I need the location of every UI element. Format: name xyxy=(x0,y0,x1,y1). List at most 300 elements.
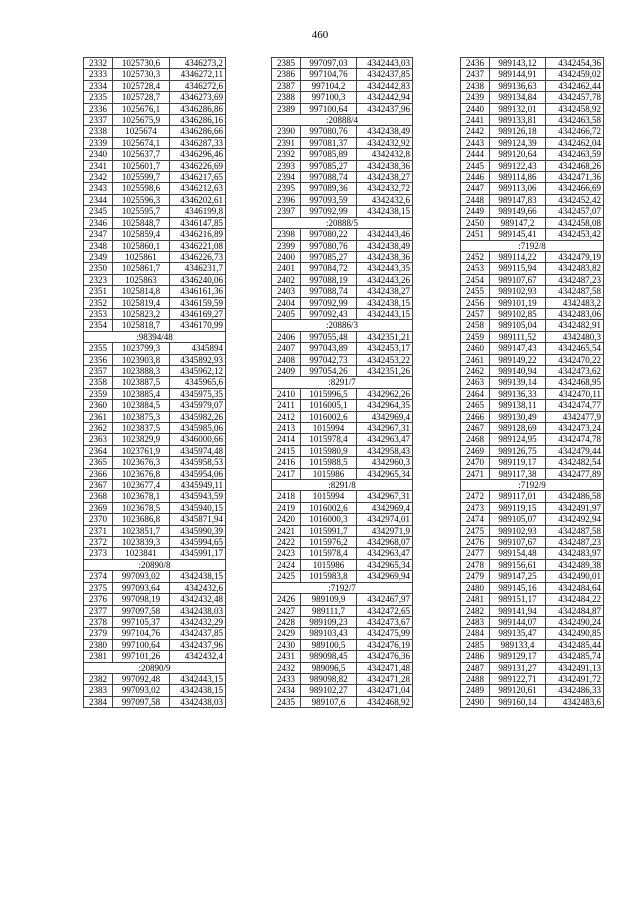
point-number: 2385 xyxy=(272,58,301,69)
coordinate-x: 997097,58 xyxy=(113,696,170,707)
table-row xyxy=(461,274,604,285)
coordinate-y: 4345965,6 xyxy=(170,377,226,388)
table-row xyxy=(461,354,604,365)
table-row xyxy=(84,400,226,411)
point-number: 2444 xyxy=(461,149,490,160)
coordinate-x: 989124,39 xyxy=(490,137,546,148)
coordinate-x: 997088,74 xyxy=(301,172,357,183)
coordinate-y: 4342432,8 xyxy=(357,149,413,160)
point-number: 2438 xyxy=(461,80,490,91)
coordinate-x: 989111,7 xyxy=(301,605,357,616)
point-number: 2445 xyxy=(461,160,490,171)
table-row xyxy=(272,616,413,627)
coordinates-table-middle xyxy=(271,57,413,708)
table-row xyxy=(84,673,226,684)
point-number: 2398 xyxy=(272,229,301,240)
table-row xyxy=(272,137,413,148)
coordinate-y: 4346240,06 xyxy=(170,274,226,285)
point-number: 2323 xyxy=(84,274,113,285)
table-row xyxy=(272,594,413,605)
coordinate-x: 989136,33 xyxy=(490,388,546,399)
coordinate-x: 1025601,7 xyxy=(113,160,170,171)
coordinate-x: 989145,16 xyxy=(490,582,546,593)
coordinate-y: 4342491,72 xyxy=(546,673,604,684)
point-number: 2408 xyxy=(272,354,301,365)
coordinate-y: 4346169,27 xyxy=(170,308,226,319)
coordinate-x: 1023677,4 xyxy=(113,480,170,491)
coordinate-y: 4342974,01 xyxy=(357,514,413,525)
table-row xyxy=(461,69,604,80)
table-row xyxy=(272,160,413,171)
table-row xyxy=(84,388,226,399)
table-row xyxy=(84,548,226,559)
coordinate-y: 4342437,96 xyxy=(357,103,413,114)
point-number: 2356 xyxy=(84,354,113,365)
table-row xyxy=(272,548,413,559)
point-number: 2489 xyxy=(461,685,490,696)
table-row xyxy=(84,445,226,456)
table-row xyxy=(272,92,413,103)
coordinate-y: 4342432,29 xyxy=(170,616,226,627)
table-row xyxy=(461,58,604,69)
point-number: 2472 xyxy=(461,491,490,502)
point-number: 2403 xyxy=(272,286,301,297)
coordinate-y: 4342462,44 xyxy=(546,80,604,91)
coordinate-x: 997080,76 xyxy=(301,240,357,251)
coordinate-y: 4342960,3 xyxy=(357,457,413,468)
coordinate-x: 1023887,5 xyxy=(113,377,170,388)
table-row xyxy=(461,651,604,662)
table-row xyxy=(84,685,226,696)
table-row xyxy=(272,696,413,707)
point-number: 2359 xyxy=(84,388,113,399)
table-row xyxy=(84,149,226,160)
table-row xyxy=(461,696,604,707)
point-number: 2473 xyxy=(461,502,490,513)
coordinate-y: 4342466,69 xyxy=(546,183,604,194)
coordinate-x: 989105,07 xyxy=(490,514,546,525)
point-number: 2397 xyxy=(272,206,301,217)
coordinate-y: 4346212,63 xyxy=(170,183,226,194)
point-number: 2456 xyxy=(461,297,490,308)
coordinate-x: 989117,01 xyxy=(490,491,546,502)
coordinate-y: 4346199,8 xyxy=(170,206,226,217)
coordinate-x: 1025728,7 xyxy=(113,92,170,103)
section-header-row xyxy=(84,662,226,673)
coordinate-y: 4342491,97 xyxy=(546,502,604,513)
coordinate-x: 1023799,3 xyxy=(113,343,170,354)
coordinate-x: 1025861 xyxy=(113,251,170,262)
coordinate-x: 997085,89 xyxy=(301,149,357,160)
coordinate-y: 4342483,2 xyxy=(546,297,604,308)
parcel-id: :98394/48 xyxy=(84,331,226,342)
point-number: 2477 xyxy=(461,548,490,559)
point-number: 2468 xyxy=(461,434,490,445)
coordinate-x: 1015978,4 xyxy=(301,548,357,559)
coordinate-x: 997093,59 xyxy=(301,194,357,205)
point-number: 2430 xyxy=(272,639,301,650)
coordinate-x: 989107,67 xyxy=(490,537,546,548)
table-row xyxy=(84,194,226,205)
coordinate-y: 4342470,22 xyxy=(546,354,604,365)
point-number: 2396 xyxy=(272,194,301,205)
table-row xyxy=(272,194,413,205)
point-number: 2480 xyxy=(461,582,490,593)
coordinate-y: 4342443,15 xyxy=(357,308,413,319)
table-row xyxy=(84,206,226,217)
point-number: 2377 xyxy=(84,605,113,616)
parcel-id: :20886/3 xyxy=(272,320,413,331)
page-number: 460 xyxy=(311,29,329,41)
point-number: 2479 xyxy=(461,571,490,582)
point-number: 2368 xyxy=(84,491,113,502)
point-number: 2406 xyxy=(272,331,301,342)
coordinate-x: 989101,19 xyxy=(490,297,546,308)
table-row xyxy=(461,80,604,91)
coordinate-x: 1025598,6 xyxy=(113,183,170,194)
coordinate-x: 989145,41 xyxy=(490,229,546,240)
coordinate-y: 4342466,72 xyxy=(546,126,604,137)
table-row xyxy=(84,651,226,662)
coordinate-x: 997092,48 xyxy=(113,673,170,684)
coordinate-y: 4342965,34 xyxy=(357,559,413,570)
table-row xyxy=(272,69,413,80)
point-number: 2339 xyxy=(84,137,113,148)
table-row xyxy=(272,662,413,673)
point-number: 2386 xyxy=(272,69,301,80)
coordinate-y: 4342471,48 xyxy=(357,662,413,673)
coordinate-x: 989129,17 xyxy=(490,651,546,662)
coordinate-x: 1015978,4 xyxy=(301,434,357,445)
coordinate-y: 4342483,82 xyxy=(546,263,604,274)
coordinate-y: 4342490,01 xyxy=(546,571,604,582)
coordinate-x: 1015988,5 xyxy=(301,457,357,468)
table-row xyxy=(84,172,226,183)
coordinate-x: 989117,38 xyxy=(490,468,546,479)
coordinate-x: 997097,58 xyxy=(113,605,170,616)
coordinate-x: 989135,47 xyxy=(490,628,546,639)
coordinate-y: 4345949,11 xyxy=(170,480,226,491)
table-row xyxy=(84,411,226,422)
coordinate-y: 4342484,22 xyxy=(546,594,604,605)
parcel-id: :20888/4 xyxy=(272,115,413,126)
point-number: 2413 xyxy=(272,423,301,434)
coordinate-y: 4342432,4 xyxy=(170,651,226,662)
table-row xyxy=(461,229,604,240)
point-number: 2380 xyxy=(84,639,113,650)
coordinate-x: 989138,11 xyxy=(490,400,546,411)
table-row xyxy=(84,365,226,376)
table-row xyxy=(272,673,413,684)
coordinate-x: 1025674 xyxy=(113,126,170,137)
coordinate-y: 4342457,78 xyxy=(546,92,604,103)
point-number: 2429 xyxy=(272,628,301,639)
point-number: 2394 xyxy=(272,172,301,183)
table-row xyxy=(461,297,604,308)
coordinate-x: 1023839,3 xyxy=(113,537,170,548)
parcel-id: :20890/9 xyxy=(84,662,226,673)
table-row xyxy=(84,502,226,513)
table-row xyxy=(461,628,604,639)
coordinate-y: 4345990,39 xyxy=(170,525,226,536)
point-number: 2481 xyxy=(461,594,490,605)
coordinate-x: 1023903,8 xyxy=(113,354,170,365)
coordinate-y: 4345991,17 xyxy=(170,548,226,559)
table-row xyxy=(461,320,604,331)
table-row xyxy=(461,172,604,183)
coordinate-x: 1015991,7 xyxy=(301,525,357,536)
point-number: 2426 xyxy=(272,594,301,605)
coordinate-x: 997101,26 xyxy=(113,651,170,662)
coordinate-y: 4342482,54 xyxy=(546,457,604,468)
coordinate-x: 989128,69 xyxy=(490,423,546,434)
point-number: 2384 xyxy=(84,696,113,707)
coordinate-x: 1023676,3 xyxy=(113,457,170,468)
table-row xyxy=(272,240,413,251)
coordinate-y: 4345979,07 xyxy=(170,400,226,411)
coordinate-x: 1025848,7 xyxy=(113,217,170,228)
coordinate-x: 989120,64 xyxy=(490,149,546,160)
point-number: 2371 xyxy=(84,525,113,536)
coordinate-y: 4345958,53 xyxy=(170,457,226,468)
point-number: 2431 xyxy=(272,651,301,662)
coordinate-y: 4342482,91 xyxy=(546,320,604,331)
table-row xyxy=(461,206,604,217)
coordinate-y: 4342476,36 xyxy=(357,651,413,662)
parcel-id: :20888/5 xyxy=(272,217,413,228)
point-number: 2447 xyxy=(461,183,490,194)
coordinate-y: 4345985,06 xyxy=(170,423,226,434)
point-number: 2467 xyxy=(461,423,490,434)
table-row xyxy=(272,251,413,262)
point-number: 2490 xyxy=(461,696,490,707)
point-number: 2334 xyxy=(84,80,113,91)
coordinate-x: 989139,14 xyxy=(490,377,546,388)
coordinate-x: 989100,5 xyxy=(301,639,357,650)
point-number: 2355 xyxy=(84,343,113,354)
table-row xyxy=(272,502,413,513)
coordinate-x: 1015986 xyxy=(301,468,357,479)
point-number: 2442 xyxy=(461,126,490,137)
coordinate-x: 989140,94 xyxy=(490,365,546,376)
coordinate-y: 4342453,17 xyxy=(357,343,413,354)
point-number: 2388 xyxy=(272,92,301,103)
point-number: 2362 xyxy=(84,423,113,434)
table-row xyxy=(84,571,226,582)
table-row xyxy=(461,537,604,548)
table-row xyxy=(461,137,604,148)
table-row xyxy=(272,411,413,422)
coordinate-x: 989107,67 xyxy=(490,274,546,285)
coordinate-y: 4342438,27 xyxy=(357,286,413,297)
table-row xyxy=(272,354,413,365)
coordinate-x: 1023888,3 xyxy=(113,365,170,376)
coordinate-y: 4342443,46 xyxy=(357,229,413,240)
coordinate-x: 989102,85 xyxy=(490,308,546,319)
point-number: 2416 xyxy=(272,457,301,468)
coordinate-x: 989126,75 xyxy=(490,445,546,456)
point-number: 2393 xyxy=(272,160,301,171)
coordinate-x: 989115,94 xyxy=(490,263,546,274)
section-header-row xyxy=(461,240,604,251)
point-number: 2410 xyxy=(272,388,301,399)
coordinate-y: 4342492,94 xyxy=(546,514,604,525)
coordinate-x: 989119,17 xyxy=(490,457,546,468)
coordinate-x: 997085,27 xyxy=(301,251,357,262)
coordinate-y: 4346161,36 xyxy=(170,286,226,297)
coordinate-y: 4342467,97 xyxy=(357,594,413,605)
coordinate-y: 4346286,66 xyxy=(170,126,226,137)
coordinate-y: 4342468,92 xyxy=(357,696,413,707)
point-number: 2336 xyxy=(84,103,113,114)
coordinate-x: 1025675,9 xyxy=(113,115,170,126)
coordinate-x: 1025595,7 xyxy=(113,206,170,217)
coordinate-x: 989124,95 xyxy=(490,434,546,445)
coordinate-y: 4342479,44 xyxy=(546,445,604,456)
point-number: 2461 xyxy=(461,354,490,365)
point-number: 2437 xyxy=(461,69,490,80)
coordinate-x: 1015976,2 xyxy=(301,537,357,548)
coordinate-y: 4342443,15 xyxy=(170,673,226,684)
point-number: 2427 xyxy=(272,605,301,616)
coordinate-x: 989151,17 xyxy=(490,594,546,605)
coordinate-y: 4342438,49 xyxy=(357,240,413,251)
coordinate-x: 997092,43 xyxy=(301,308,357,319)
coordinate-x: 989136,63 xyxy=(490,80,546,91)
coordinate-x: 997093,64 xyxy=(113,582,170,593)
point-number: 2343 xyxy=(84,183,113,194)
coordinate-x: 989132,01 xyxy=(490,103,546,114)
coordinate-x: 1025730,6 xyxy=(113,58,170,69)
coordinate-y: 4345974,48 xyxy=(170,445,226,456)
point-number: 2476 xyxy=(461,537,490,548)
table-row xyxy=(84,468,226,479)
point-number: 2411 xyxy=(272,400,301,411)
coordinate-y: 4342468,95 xyxy=(546,377,604,388)
table-row xyxy=(461,423,604,434)
point-number: 2434 xyxy=(272,685,301,696)
table-row xyxy=(272,365,413,376)
coordinate-y: 4346296,46 xyxy=(170,149,226,160)
coordinate-y: 4345940,15 xyxy=(170,502,226,513)
coordinate-x: 997100,64 xyxy=(301,103,357,114)
point-number: 2353 xyxy=(84,308,113,319)
point-number: 2433 xyxy=(272,673,301,684)
table-row xyxy=(461,183,604,194)
table-row xyxy=(84,491,226,502)
coordinate-y: 4346216,89 xyxy=(170,229,226,240)
parcel-id: :7192/9 xyxy=(461,480,604,491)
coordinate-y: 4342432,6 xyxy=(357,194,413,205)
coordinate-y: 4342442,83 xyxy=(357,80,413,91)
coordinate-x: 989120,61 xyxy=(490,685,546,696)
coordinate-y: 4342472,65 xyxy=(357,605,413,616)
section-header-row xyxy=(84,559,226,570)
coordinate-y: 4342465,54 xyxy=(546,343,604,354)
point-number: 2443 xyxy=(461,137,490,148)
point-number: 2474 xyxy=(461,514,490,525)
point-number: 2441 xyxy=(461,115,490,126)
point-number: 2446 xyxy=(461,172,490,183)
coordinate-x: 989141,94 xyxy=(490,605,546,616)
point-number: 2357 xyxy=(84,365,113,376)
table-row xyxy=(461,559,604,570)
coordinate-y: 4342958,43 xyxy=(357,445,413,456)
table-row xyxy=(461,673,604,684)
coordinate-x: 1015983,8 xyxy=(301,571,357,582)
point-number: 2449 xyxy=(461,206,490,217)
table-row xyxy=(84,183,226,194)
coordinate-y: 4342476,19 xyxy=(357,639,413,650)
table-row xyxy=(272,434,413,445)
coordinate-y: 4342486,33 xyxy=(546,685,604,696)
coordinate-x: 1023884,5 xyxy=(113,400,170,411)
point-number: 2460 xyxy=(461,343,490,354)
coordinate-x: 997104,2 xyxy=(301,80,357,91)
table-row xyxy=(272,605,413,616)
coordinate-x: 989109,9 xyxy=(301,594,357,605)
point-number: 2453 xyxy=(461,263,490,274)
point-number: 2390 xyxy=(272,126,301,137)
coordinate-y: 4342458,92 xyxy=(546,103,604,114)
coordinate-y: 4342971,9 xyxy=(357,525,413,536)
table-row xyxy=(84,525,226,536)
point-number: 2423 xyxy=(272,548,301,559)
table-row xyxy=(272,297,413,308)
coordinate-y: 4345994,65 xyxy=(170,537,226,548)
coordinate-y: 4342487,23 xyxy=(546,537,604,548)
point-number: 2422 xyxy=(272,537,301,548)
point-number: 2462 xyxy=(461,365,490,376)
coordinate-x: 1016005,1 xyxy=(301,400,357,411)
table-row xyxy=(272,263,413,274)
point-number: 2370 xyxy=(84,514,113,525)
coordinate-y: 4342969,4 xyxy=(357,502,413,513)
coordinate-x: 989154,48 xyxy=(490,548,546,559)
table-row xyxy=(84,616,226,627)
point-number: 2381 xyxy=(84,651,113,662)
coordinate-y: 4342474,77 xyxy=(546,400,604,411)
point-number: 2420 xyxy=(272,514,301,525)
coordinate-y: 4342473,24 xyxy=(546,423,604,434)
coordinate-x: 1025863 xyxy=(113,274,170,285)
table-row xyxy=(84,628,226,639)
table-row xyxy=(461,491,604,502)
point-number: 2342 xyxy=(84,172,113,183)
table-row xyxy=(272,331,413,342)
table-row xyxy=(84,537,226,548)
table-row xyxy=(461,263,604,274)
table-row xyxy=(272,286,413,297)
coordinate-y: 4342471,04 xyxy=(357,685,413,696)
point-number: 2340 xyxy=(84,149,113,160)
coordinate-y: 4342487,58 xyxy=(546,525,604,536)
table-row xyxy=(272,445,413,456)
table-row xyxy=(84,457,226,468)
parcel-id: :8291/8 xyxy=(272,480,413,491)
coordinate-y: 4342438,03 xyxy=(170,696,226,707)
coordinates-table-left xyxy=(83,57,226,708)
coordinate-y: 4346170,99 xyxy=(170,320,226,331)
coordinate-x: 1025728,4 xyxy=(113,80,170,91)
table-row xyxy=(461,639,604,650)
point-number: 2469 xyxy=(461,445,490,456)
table-row xyxy=(461,251,604,262)
table-row xyxy=(272,149,413,160)
point-number: 2419 xyxy=(272,502,301,513)
point-number: 2367 xyxy=(84,480,113,491)
table-row xyxy=(461,594,604,605)
